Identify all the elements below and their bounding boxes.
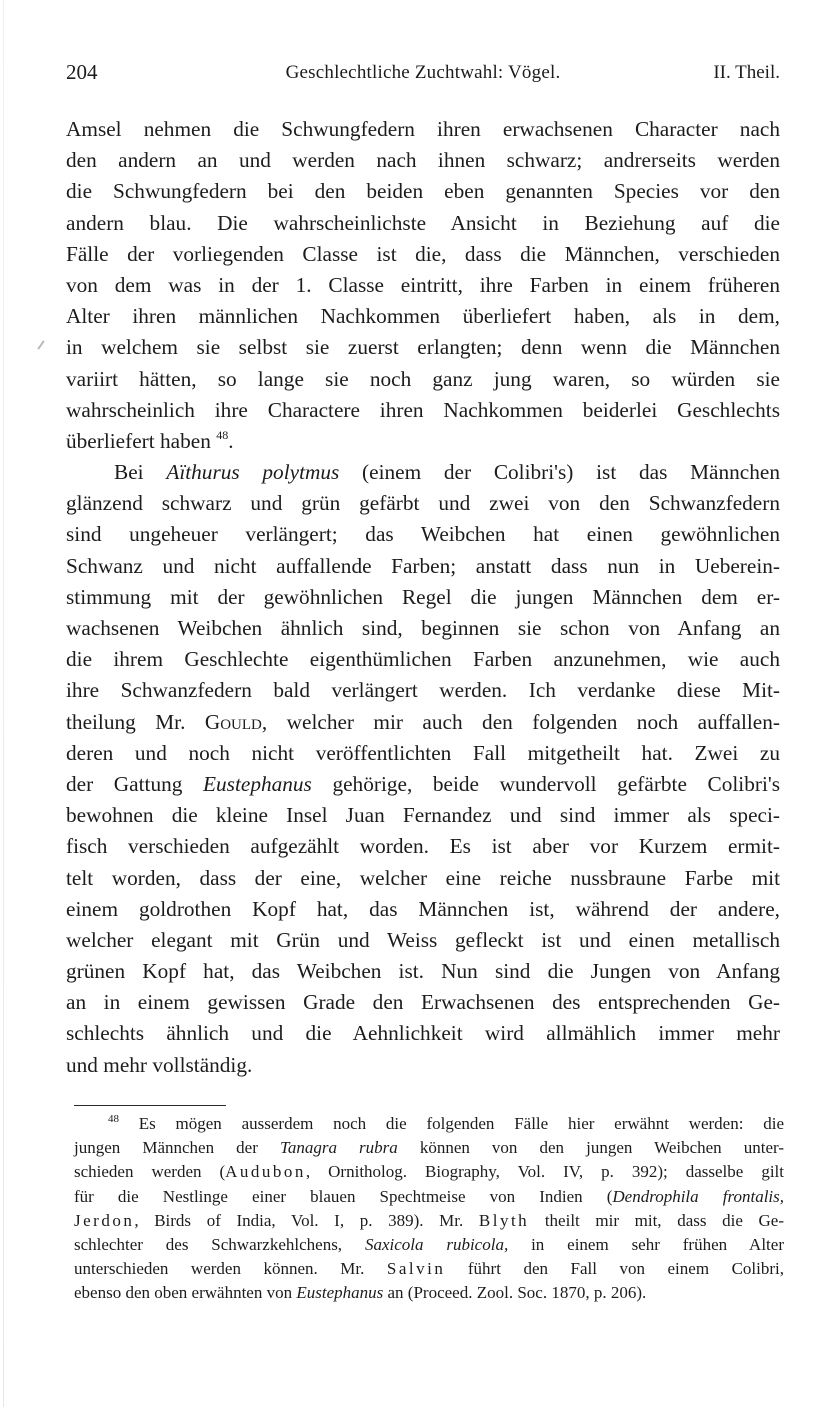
species-name: Tanagra rubra (279, 1138, 398, 1158)
genus-name: Eustephanus (203, 771, 312, 796)
text-line: den andern an und werden nach ihnen schwarz; andrerseits werden (66, 148, 780, 173)
text-fragment: überliefert haben (66, 428, 211, 453)
text-line: bewohnen die kleine Insel Juan Fernandez und sind immer als speci- (66, 803, 780, 828)
text-line: schlechts ähnlich und die Aehnlichkeit wird allmählich immer mehr (66, 1021, 780, 1046)
species-name: Saxicola rubicola, (364, 1234, 509, 1254)
footnote-line (74, 1160, 784, 1184)
text-line: stimmung mit der gewöhnlichen Regel die jungen Männchen dem er- (66, 584, 780, 609)
text-line (66, 457, 780, 488)
margin-mark (37, 340, 44, 349)
text-fragment: Bei (114, 460, 167, 485)
part-label: II. Theil. (713, 62, 780, 83)
author-name: Jerdon (74, 1210, 135, 1230)
text-line: wahrscheinlich ihre Charactere ihren Nachkommen beiderlei Geschlechts (66, 397, 780, 422)
text-line: die Schwungfedern bei den beiden eben genannten Species vor den (66, 179, 780, 204)
species-name: Aïthurus polytmus (166, 460, 340, 485)
text-line: deren und noch nicht veröffentlichten Fall mitgetheilt hat. Zwei zu (66, 740, 780, 765)
footnote-marker: 48 (108, 1113, 119, 1125)
species-name: Dendrophila frontalis, (612, 1186, 785, 1206)
text-line: Fälle der vorliegenden Classe ist die, dass die Männchen, verschieden (66, 241, 780, 266)
text-line: Schwanz und nicht auffallende Farben; anstatt dass nun in Ueberein- (66, 553, 780, 578)
running-header (66, 60, 780, 90)
text-line: andern blau. Die wahrscheinlichste Ansicht in Beziehung auf die (66, 210, 780, 235)
footnote-block (74, 1112, 784, 1306)
text-line: und mehr vollständig. (66, 1052, 253, 1077)
text-line: fisch verschieden aufgezählt worden. Es ist aber vor Kurzem ermit- (66, 834, 780, 859)
text-line: telt worden, dass der eine, welcher eine reiche nussbraune Farbe mit (66, 865, 780, 890)
running-title: Geschlechtliche Zuchtwahl: Vögel. (285, 62, 561, 83)
page-header (66, 60, 780, 90)
footnote-line (74, 1185, 784, 1209)
footnote-line (74, 1112, 784, 1136)
text-line: wachsenen Weibchen ähnlich sind, beginnen sie schon von Anfang an (66, 616, 780, 640)
text-line: einem goldrothen Kopf hat, das Männchen ist, während der andere, (66, 896, 780, 921)
text-fragment: , Ornitholog. Biography, Vol. IV, p. 392); dasselbe gilt (305, 1162, 784, 1182)
page-edge (3, 0, 4, 1407)
genus-name: Eustephanus (296, 1283, 384, 1303)
text-line: Amsel nehmen die Schwungfedern ihren erwachsenen Character nach (66, 117, 780, 141)
text-line: in welchem sie selbst sie zuerst erlangten; denn wenn die Männchen (66, 335, 780, 360)
footnote-rule (74, 1105, 226, 1106)
footnote-ref: 48 (216, 427, 229, 442)
text-fragment: schlechter des Schwarzkehlchens, (74, 1234, 365, 1254)
text-fragment: (einem der Colibri's) ist das Männchen (339, 460, 780, 485)
footnote-line (74, 1209, 784, 1233)
text-fragment: , Birds of India, Vol. I, p. 389). Mr. (134, 1210, 479, 1230)
text-line: von dem was in der 1. Classe eintritt, ihre Farben in einem früheren (66, 272, 780, 297)
text-fragment: ebenso den oben erwähnten von (74, 1283, 297, 1303)
author-name: Salvin (386, 1259, 446, 1279)
text-fragment: jungen Männchen der (74, 1138, 280, 1158)
text-fragment: unterschieden werden können. Mr. (74, 1259, 387, 1279)
footnote-line (74, 1281, 784, 1305)
text-line (66, 707, 780, 738)
text-fragment: gehörige, beide wundervoll gefärbte Colibri's (311, 771, 780, 796)
main-text (66, 114, 780, 1081)
text-line: glänzend schwarz und grün gefärbt und zwei von den Schwanzfedern (66, 491, 780, 516)
text-fragment: können von den jungen Weibchen unter- (397, 1138, 784, 1158)
text-fragment: theilung Mr. (66, 709, 205, 734)
text-fragment: an (Proceed. Zool. Soc. 1870, p. 206). (383, 1283, 647, 1303)
text-line: grünen Kopf hat, das Weibchen ist. Nun sind die Jungen von Anfang (66, 959, 780, 984)
footnote-line (74, 1233, 784, 1257)
text-fragment: schieden werden ( (74, 1162, 226, 1182)
text-fragment: theilt mir mit, dass die Ge- (529, 1210, 784, 1230)
text-line: die ihrem Geschlechte eigenthümlichen Farben anzunehmen, wie auch (66, 647, 780, 672)
text-line: variirt hätten, so lange sie noch ganz jung waren, so würden sie (66, 366, 780, 391)
page-number: 204 (66, 60, 98, 84)
text-line: welcher elegant mit Grün und Weiss gefleckt ist und einen metallisch (66, 927, 780, 952)
text-line: Alter ihren männlichen Nachkommen überliefert haben, als in dem, (66, 304, 780, 329)
text-fragment: Es mögen ausserdem noch die folgenden Fälle hier erwähnt werden: die (119, 1114, 784, 1133)
text-line (66, 426, 780, 457)
text-line (66, 769, 780, 800)
text-fragment: führt den Fall von einem Colibri, (445, 1259, 784, 1279)
text-fragment: . (228, 428, 234, 453)
footnote-line (74, 1136, 784, 1160)
footnote-line (74, 1257, 784, 1281)
text-fragment: der Gattung (66, 771, 203, 796)
text-line: sind ungeheuer verlängert; das Weibchen hat einen gewöhnlichen (66, 522, 780, 547)
text-line: ihre Schwanzfedern bald verlängert werden. Ich verdanke diese Mit- (66, 678, 780, 703)
text-fragment: für die Nestlinge einer blauen Spechtmeise von Indien ( (74, 1186, 613, 1206)
author-name: Blyth (478, 1210, 530, 1230)
author-name: Audubon (225, 1162, 306, 1182)
text-fragment: in einem sehr frühen Alter (508, 1234, 784, 1254)
person-name: Gould (204, 709, 262, 734)
text-line: an in einem gewissen Grade den Erwachsenen des entsprechenden Ge- (66, 990, 780, 1015)
text-fragment: , welcher mir auch den folgenden noch auffallen- (261, 709, 781, 734)
